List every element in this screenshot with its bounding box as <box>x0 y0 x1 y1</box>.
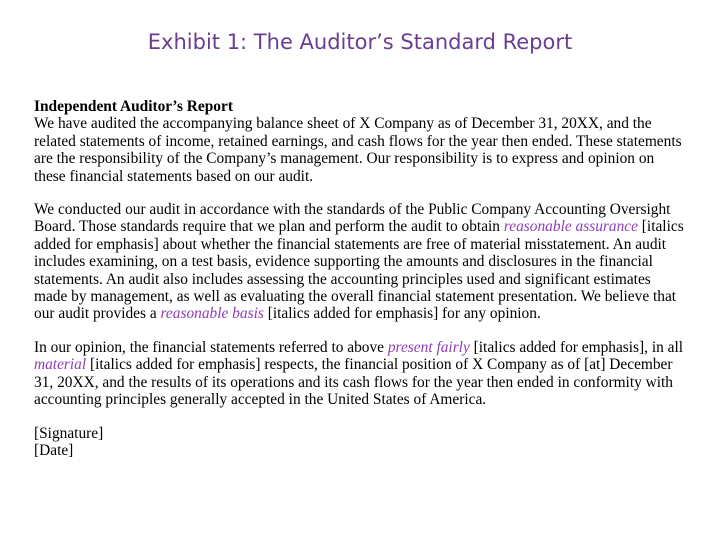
signature-placeholder: [Signature] <box>34 424 104 442</box>
paragraph-3-text-c: [italics added for emphasis] respects, the financial position of X Company as of [at] December 31, 20XX, and the results of its operations and its cash flows for the year then ended in conformity with accounting principles generally accepted in the United States of America. <box>34 356 673 409</box>
signature-block <box>34 425 686 460</box>
report-heading: Independent Auditor’s Report <box>34 98 233 115</box>
paragraph-3-text-a: In our opinion, the financial statements referred to above <box>34 338 388 356</box>
report-paragraph-1 <box>34 98 686 185</box>
emphasis-reasonable-assurance: reasonable assurance <box>503 218 638 236</box>
report-paragraph-3 <box>34 339 686 409</box>
emphasis-reasonable-basis: reasonable basis <box>160 305 264 323</box>
emphasis-material: material <box>34 356 87 374</box>
paragraph-1-text: We have audited the accompanying balance sheet of X Company as of December 31, 20XX, and the related statements of income, retained earnings, and cash flows for the year then ended. These statements are the responsibility of the Company’s management. Our responsibility is to express and opinion on these financial statements based on our audit. <box>34 115 682 185</box>
date-placeholder: [Date] <box>34 441 74 459</box>
paragraph-2-text-a: We conducted our audit in accordance with the standards of the Public Company Accounting Oversight Board. Those standards require that we plan and perform the audit to obtain <box>34 201 671 236</box>
emphasis-present-fairly: present fairly <box>387 338 470 356</box>
paragraph-3-text-b: [italics added for emphasis], in all <box>469 338 684 356</box>
paragraph-2-text-b: [italics added for emphasis] about whether the financial statements are free of material misstatement. An audit includes examining, on a test basis, evidence supporting the amounts and disclosures in the financial statements. An audit also includes assessing the accounting principles used and significant estimates made by management, as well as evaluating the overall financial statement presentation. We believe that our audit provides a <box>34 218 684 323</box>
exhibit-title: Exhibit 1: The Auditor’s Standard Report <box>147 30 573 54</box>
paragraph-2-text-c: [italics added for emphasis] for any opinion. <box>263 305 541 323</box>
report-paragraph-2 <box>34 201 686 323</box>
report-body <box>34 98 686 459</box>
